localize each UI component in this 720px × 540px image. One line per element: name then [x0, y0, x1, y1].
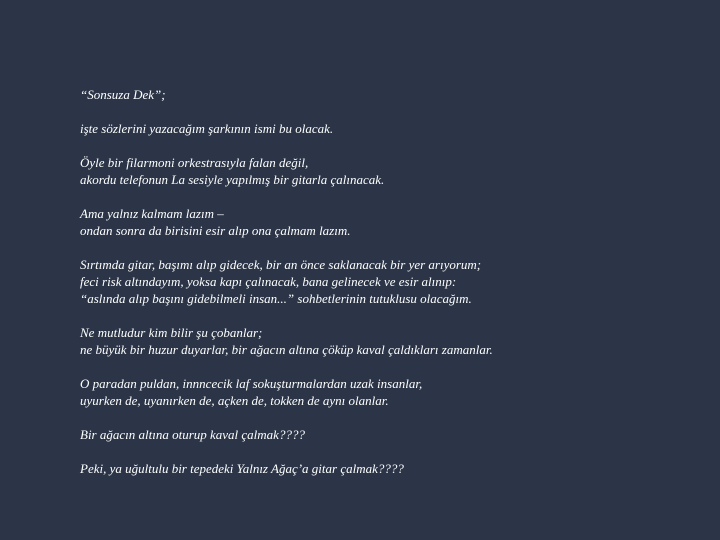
poem-line: “aslında alıp başını gidebilmeli insan...” sohbetlerinin tutuklusu olacağım. [80, 291, 472, 306]
poem-line: ondan sonra da birisini esir alıp ona çalmam lazım. [80, 223, 351, 238]
poem-line: işte sözlerini yazacağım şarkının ismi bu olacak. [80, 121, 334, 136]
stanza-1 [80, 120, 700, 137]
stanza-6 [80, 375, 700, 409]
poem-line: uyurken de, uyanırken de, açken de, tokken de aynı olanlar. [80, 393, 389, 408]
poem-line: Ama yalnız kalmam lazım – [80, 206, 224, 221]
stanza-5 [80, 324, 700, 358]
stanza-8 [80, 460, 700, 477]
stanza-7 [80, 426, 700, 443]
stanza-2 [80, 154, 700, 188]
poem-title-stanza [80, 86, 700, 103]
poem-line: Öyle bir filarmoni orkestrasıyla falan değil, [80, 155, 309, 170]
poem-line: Ne mutludur kim bilir şu çobanlar; [80, 325, 263, 340]
poem-line: Bir ağacın altına oturup kaval çalmak???? [80, 427, 305, 442]
poem-line: Sırtımda gitar, başımı alıp gidecek, bir an önce saklanacak bir yer arıyorum; [80, 257, 482, 272]
poem-line: Peki, ya uğultulu bir tepedeki Yalnız Ağaç’a gitar çalmak???? [80, 461, 404, 476]
stanza-3 [80, 205, 700, 239]
stanza-4 [80, 256, 700, 307]
poem-line: akordu telefonun La sesiyle yapılmış bir gitarla çalınacak. [80, 172, 385, 187]
poem-text [80, 86, 700, 494]
poem-line: ne büyük bir huzur duyarlar, bir ağacın altına çöküp kaval çaldıkları zamanlar. [80, 342, 493, 357]
poem-line: feci risk altındayım, yoksa kapı çalınacak, bana gelinecek ve esir alınıp: [80, 274, 457, 289]
poem-line: O paradan puldan, innncecik laf sokuşturmalardan uzak insanlar, [80, 376, 423, 391]
poem-title: “Sonsuza Dek”; [80, 87, 166, 102]
